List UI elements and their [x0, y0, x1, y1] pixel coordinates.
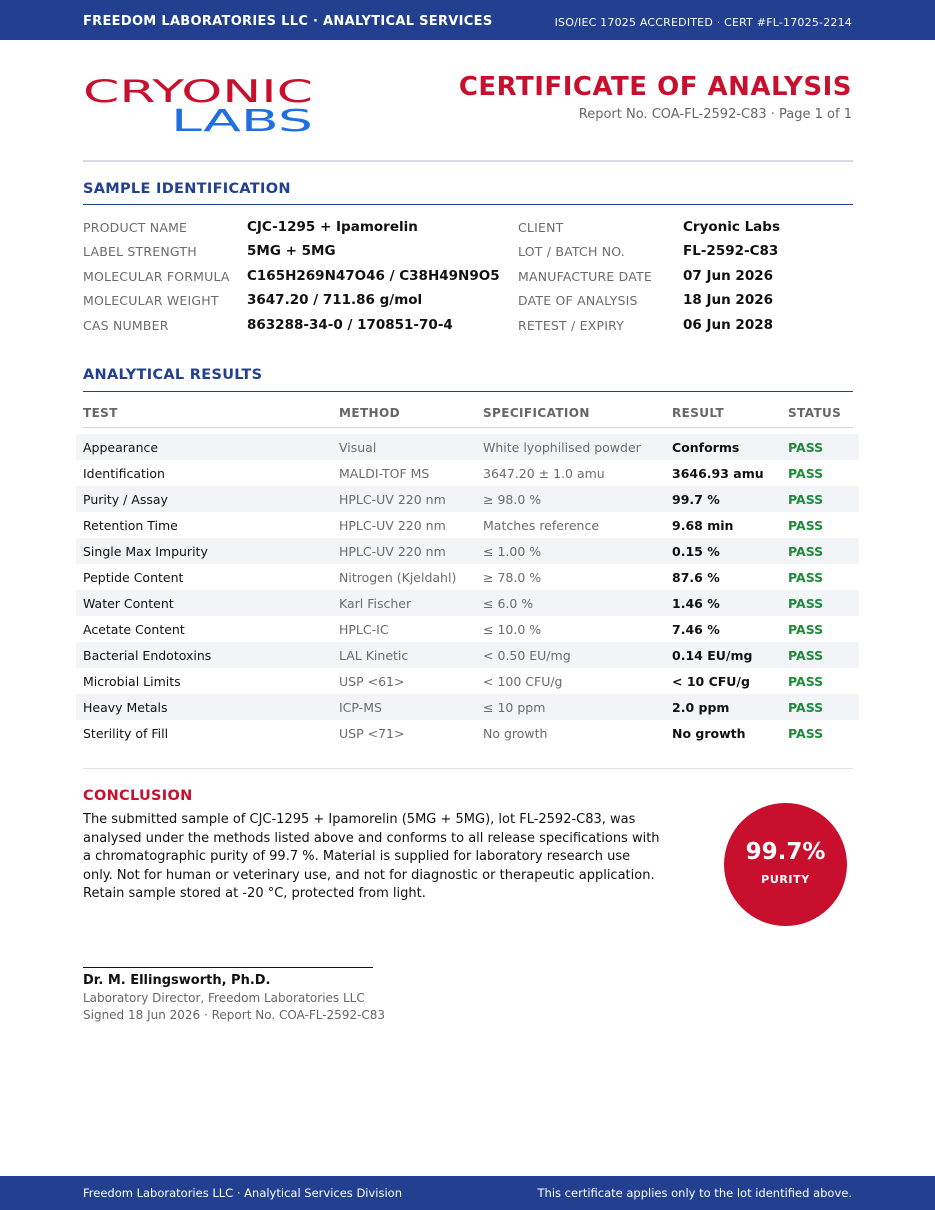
id-value: 863288-34-0 / 170851-70-4 — [247, 317, 453, 333]
table-row — [76, 668, 859, 694]
cell-status: PASS — [788, 544, 824, 559]
cell-specification: ≥ 78.0 % — [483, 570, 542, 585]
cell-result: 0.14 EU/mg — [672, 648, 753, 663]
cell-status: PASS — [788, 648, 824, 663]
column-header-specification: SPECIFICATION — [483, 406, 590, 420]
cell-method: HPLC-UV 220 nm — [339, 492, 446, 507]
cell-test: Identification — [83, 466, 165, 481]
id-value: Cryonic Labs — [683, 219, 780, 235]
cell-specification: ≤ 6.0 % — [483, 596, 534, 611]
cell-test: Single Max Impurity — [83, 544, 208, 559]
cell-status: PASS — [788, 700, 824, 715]
cell-result: 7.46 % — [672, 622, 720, 637]
cell-status: PASS — [788, 674, 824, 689]
cell-result: 0.15 % — [672, 544, 720, 559]
cell-result: 1.46 % — [672, 596, 720, 611]
id-value: 5MG + 5MG — [247, 243, 336, 259]
cell-specification: < 100 CFU/g — [483, 674, 563, 689]
cell-result: 3646.93 amu — [672, 466, 764, 481]
id-value: 18 Jun 2026 — [683, 292, 774, 308]
cell-method: HPLC-UV 220 nm — [339, 544, 446, 559]
cryonic-labs-logo — [83, 78, 313, 134]
cell-result: Conforms — [672, 440, 740, 455]
cell-method: LAL Kinetic — [339, 648, 409, 663]
cell-specification: Matches reference — [483, 518, 600, 533]
column-header-method: METHOD — [339, 406, 400, 420]
cell-status: PASS — [788, 440, 824, 455]
id-label: PRODUCT NAME — [83, 220, 188, 235]
id-value: C165H269N47O46 / C38H49N9O5 — [247, 268, 500, 284]
sample-identification-heading: SAMPLE IDENTIFICATION — [83, 181, 291, 197]
cell-specification: 3647.20 ± 1.0 amu — [483, 466, 605, 481]
table-row — [76, 486, 859, 512]
cell-specification: White lyophilised powder — [483, 440, 641, 455]
signatory-name: Dr. M. Ellingsworth, Ph.D. — [83, 973, 271, 988]
lab-name: FREEDOM LABORATORIES LLC · ANALYTICAL SERVICES — [83, 14, 493, 29]
table-row — [76, 512, 859, 538]
cell-test: Water Content — [83, 596, 174, 611]
logo-line2: LABS — [171, 104, 313, 134]
cell-status: PASS — [788, 596, 824, 611]
conclusion-heading: CONCLUSION — [83, 788, 193, 804]
signature-date: Signed 18 Jun 2026 · Report No. COA-FL-2592-C83 — [83, 1008, 386, 1022]
column-header-result: RESULT — [672, 406, 725, 420]
cell-specification: < 0.50 EU/mg — [483, 648, 571, 663]
accreditation-text: ISO/IEC 17025 ACCREDITED · CERT #FL-17025-2214 — [554, 16, 852, 29]
results-table-header — [83, 406, 853, 428]
cell-result: < 10 CFU/g — [672, 674, 750, 689]
divider — [83, 160, 853, 162]
cell-status: PASS — [788, 492, 824, 507]
cell-status: PASS — [788, 726, 824, 741]
cell-method: HPLC-UV 220 nm — [339, 518, 446, 533]
logo-line1: CRYONIC — [83, 78, 313, 110]
table-row — [76, 720, 859, 746]
cell-specification: No growth — [483, 726, 548, 741]
cell-specification: ≤ 10 ppm — [483, 700, 546, 715]
cell-method: USP <71> — [339, 726, 405, 741]
table-row — [76, 434, 859, 460]
id-value: 07 Jun 2026 — [683, 268, 774, 284]
cell-test: Sterility of Fill — [83, 726, 169, 741]
footer-bar — [0, 1176, 935, 1210]
id-label: MOLECULAR FORMULA — [83, 269, 230, 284]
id-value: FL-2592-C83 — [683, 243, 779, 259]
analytical-results-heading: ANALYTICAL RESULTS — [83, 367, 263, 383]
cell-method: Karl Fischer — [339, 596, 412, 611]
cell-test: Peptide Content — [83, 570, 184, 585]
table-row — [76, 460, 859, 486]
table-row — [76, 564, 859, 590]
document-title: CERTIFICATE OF ANALYSIS — [458, 72, 852, 102]
purity-label: PURITY — [761, 873, 810, 886]
cell-method: MALDI-TOF MS — [339, 466, 430, 481]
column-header-status: STATUS — [788, 406, 842, 420]
id-label: CLIENT — [518, 220, 564, 235]
cell-result: No growth — [672, 726, 746, 741]
table-row — [76, 590, 859, 616]
table-row — [76, 642, 859, 668]
cell-test: Heavy Metals — [83, 700, 168, 715]
cell-specification: ≤ 10.0 % — [483, 622, 542, 637]
cell-result: 87.6 % — [672, 570, 720, 585]
section-rule — [83, 204, 853, 205]
signatory-role: Laboratory Director, Freedom Laboratories LLC — [83, 991, 365, 1005]
purity-value: 99.7% — [745, 839, 826, 865]
cell-method: ICP-MS — [339, 700, 382, 715]
id-label: LOT / BATCH NO. — [518, 244, 625, 259]
section-rule — [83, 391, 853, 392]
cell-status: PASS — [788, 622, 824, 637]
footer-disclaimer: This certificate applies only to the lot identified above. — [537, 1186, 852, 1200]
table-row — [76, 616, 859, 642]
cell-test: Appearance — [83, 440, 159, 455]
cell-result: 2.0 ppm — [672, 700, 730, 715]
cell-result: 99.7 % — [672, 492, 720, 507]
cell-test: Microbial Limits — [83, 674, 181, 689]
cell-specification: ≤ 1.00 % — [483, 544, 542, 559]
table-row — [76, 538, 859, 564]
id-value: CJC-1295 + Ipamorelin — [247, 219, 418, 235]
table-row — [76, 694, 859, 720]
cell-test: Bacterial Endotoxins — [83, 648, 212, 663]
cell-status: PASS — [788, 570, 824, 585]
cell-method: HPLC-IC — [339, 622, 389, 637]
conclusion-text: The submitted sample of CJC-1295 + Ipamorelin (5MG + 5MG), lot FL-2592-C83, was analysed under the methods listed above and conforms to all release specifications with a chromatographic purity of 99.7 %. Material is supplied for laboratory research use only. Not for human or veterinary use, and not for diagnostic or therapeutic application. Retain sample stored at -20 °C, protected from light. — [83, 812, 660, 901]
divider — [83, 768, 853, 769]
id-value: 3647.20 / 711.86 g/mol — [247, 292, 423, 308]
footer-lab-division: Freedom Laboratories LLC · Analytical Services Division — [83, 1186, 403, 1200]
id-label: CAS NUMBER — [83, 318, 169, 333]
results-table-body — [76, 434, 859, 746]
purity-seal — [724, 803, 847, 926]
id-value: 06 Jun 2028 — [683, 317, 774, 333]
cell-status: PASS — [788, 466, 824, 481]
report-number: Report No. COA-FL-2592-C83 · Page 1 of 1 — [578, 107, 852, 122]
cell-specification: ≥ 98.0 % — [483, 492, 542, 507]
id-label: LABEL STRENGTH — [83, 244, 197, 259]
cell-method: Nitrogen (Kjeldahl) — [339, 570, 457, 585]
cell-test: Retention Time — [83, 518, 178, 533]
column-header-test: TEST — [83, 406, 118, 420]
header-bar — [0, 0, 935, 40]
id-label: MANUFACTURE DATE — [518, 269, 652, 284]
cell-result: 9.68 min — [672, 518, 734, 533]
id-label: MOLECULAR WEIGHT — [83, 293, 219, 308]
cell-status: PASS — [788, 518, 824, 533]
signature-line — [83, 967, 373, 968]
cell-test: Purity / Assay — [83, 492, 168, 507]
id-label: DATE OF ANALYSIS — [518, 293, 638, 308]
cell-method: USP <61> — [339, 674, 405, 689]
cell-method: Visual — [339, 440, 377, 455]
cell-test: Acetate Content — [83, 622, 185, 637]
id-label: RETEST / EXPIRY — [518, 318, 625, 333]
